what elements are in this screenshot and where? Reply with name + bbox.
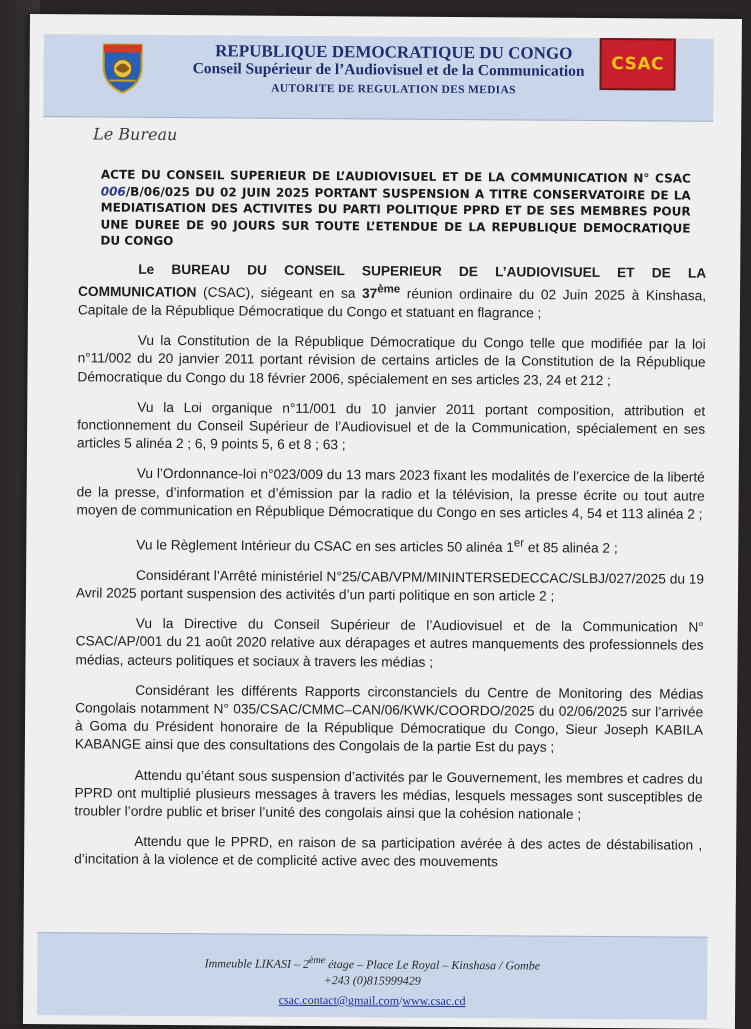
preamble-bold: Le BUREAU DU CONSEIL SUPERIEUR DE L’AUDIOVISUEL ET DE LA COMMUNICATION — [78, 261, 707, 300]
footer-address-sup: ème — [308, 954, 326, 967]
bureau-heading: Le Bureau — [93, 124, 178, 145]
paragraph-internal-rules — [76, 531, 704, 558]
act-title-part1: ACTE DU CONSEIL SUPERIEUR DE L’AUDIOVISUEL ET DE LA COMMUNICATION N° CSAC — [100, 167, 691, 186]
footer-website-link[interactable]: www.csac.cd — [402, 993, 466, 1009]
council-name: Conseil Supérieur de l’Audiovisuel et de la Communication — [192, 60, 585, 80]
country-name: REPUBLIQUE DEMOCRATIQUE DU CONGO — [215, 41, 573, 63]
meeting-number-sup: ème — [377, 283, 401, 296]
paragraph-destabilisation: Attendu que le PPRD, en raison de sa participation avérée à des actes de déstabilisation , d’incitation à la violence et de complicité active avec des mouvements — [74, 833, 703, 870]
meeting-number: 37 — [362, 286, 378, 302]
preamble-text-a: (CSAC), siégeant en sa — [196, 284, 363, 302]
footer-contacts — [37, 991, 707, 1011]
act-number: 006 — [100, 183, 126, 199]
preamble-text-b: réunion ordinaire du 02 Juin 2025 à Kinshasa, Capitale de la République Démocratique du Congo et statuant en flagrance ; — [77, 286, 707, 321]
paragraph-monitoring-reports: Considérant les différents Rapports circonstanciels du Centre de Monitoring des Médias Congolais notamment N° 035/CSAC/CMMC–CAN/06/KWK/COORDO/2025 du 02/06/2025 sur l’arrivée à Goma du Président honoraire de la République Démocratique du Congo, Sieur Joseph KABILA KABANGE ainsi que des consultations des Congolais de la partie Est du pays ; — [74, 682, 704, 756]
internal-rules-text-a: Vu le Règlement Intérieur du CSAC en ses articles 50 alinéa 1 — [136, 537, 514, 555]
act-title-part2: /B/06/025 DU 02 JUIN 2025 PORTANT SUSPENSION A TITRE CONSERVATOIRE DE LA MEDIATISATION DES ACTIVITES DU PARTI POLITIQUE PPRD ET DE SES MEMBRES POUR UNE DUREE DE 90 JOURS SUR TOUTE L’ETENDUE DE LA REPUBLIQUE DEMOCRATIQUE DU CONGO — [100, 184, 691, 249]
footer-email-link[interactable]: csac.contact@gmail.com — [278, 992, 400, 1008]
document-page — [23, 14, 742, 1029]
paragraph-ordinance: Vu l’Ordonnance-loi n°023/009 du 13 mars 2023 fixant les modalités de l’exercice de la liberté de la presse, d’information et d’émission par la radio et la télévision, la presse écrite ou tout autre moyen de communication en République Démocratique du Congo en ses articles 4, 54 et 113 alinéa 2 ; — [76, 466, 705, 522]
internal-rules-text-b: et 85 alinéa 2 ; — [524, 540, 618, 556]
csac-logo-text: CSAC — [611, 54, 665, 75]
paragraph-preamble — [78, 260, 706, 324]
paragraph-constitution: Vu la Constitution de la République Démocratique du Congo telle que modifiée par la loi n°11/002 du 20 janvier 2011 portant révision de certains articles de la Constitution de la République Démocratique du Congo du 18 février 2006, spécialement en ses articles 23, 24 et 212 ; — [77, 332, 706, 388]
paragraph-directive: Vu la Directive du Conseil Supérieur de l’Audiovisuel et de la Communication N° CSAC/AP/001 du 21 août 2020 relative aux dérapages et autres manquements des professionnels des médias, acteurs politiques et sociaux à travers les médias ; — [75, 615, 704, 670]
csac-logo — [599, 38, 675, 91]
letterhead-footer — [37, 932, 708, 1020]
letterhead-header — [43, 34, 714, 122]
coat-of-arms-icon — [95, 40, 149, 94]
internal-rules-sup: er — [513, 537, 525, 550]
paragraph-suspension-messages: Attendu qu’étant sous suspension d’activités par le Gouvernement, les membres et cadres du PPRD ont multiplié plusieurs messages à travers les médias, lesquels messages sont susceptibles de troubler l’ordre public et briser l’unité des congolais ainsi que la cohésion nationale ; — [74, 767, 703, 822]
footer-separator: / — [398, 993, 403, 1008]
footer-address-b: étage – Place Le Royal – Kinshasa / Gombe — [325, 957, 541, 973]
footer-phone: +243 (0)815999429 — [323, 973, 421, 988]
act-title — [100, 166, 691, 253]
authority-subtitle: AUTORITE DE REGULATION DES MEDIAS — [271, 82, 516, 97]
paragraph-ministerial-decree: Considérant l’Arrêté ministériel N°25/CAB/VPM/MININTERSEDECCAC/SLBJ/027/2025 du 19 Avril 2025 portant suspension des activités d’un parti politique en son article 2 ; — [75, 567, 705, 604]
document-body — [74, 260, 706, 885]
footer-address-a: Immeuble LIKASI – 2 — [204, 956, 310, 971]
paragraph-organic-law: Vu la Loi organique n°11/001 du 10 janvier 2011 portant composition, attribution et fonctionnement du Conseil Supérieur de l’Audiovisuel et de la Communication, spécialement en ses articles 5 alinéa 2 ; 6, 9 points 5, 6 et 8 ; 63 ; — [76, 399, 706, 453]
